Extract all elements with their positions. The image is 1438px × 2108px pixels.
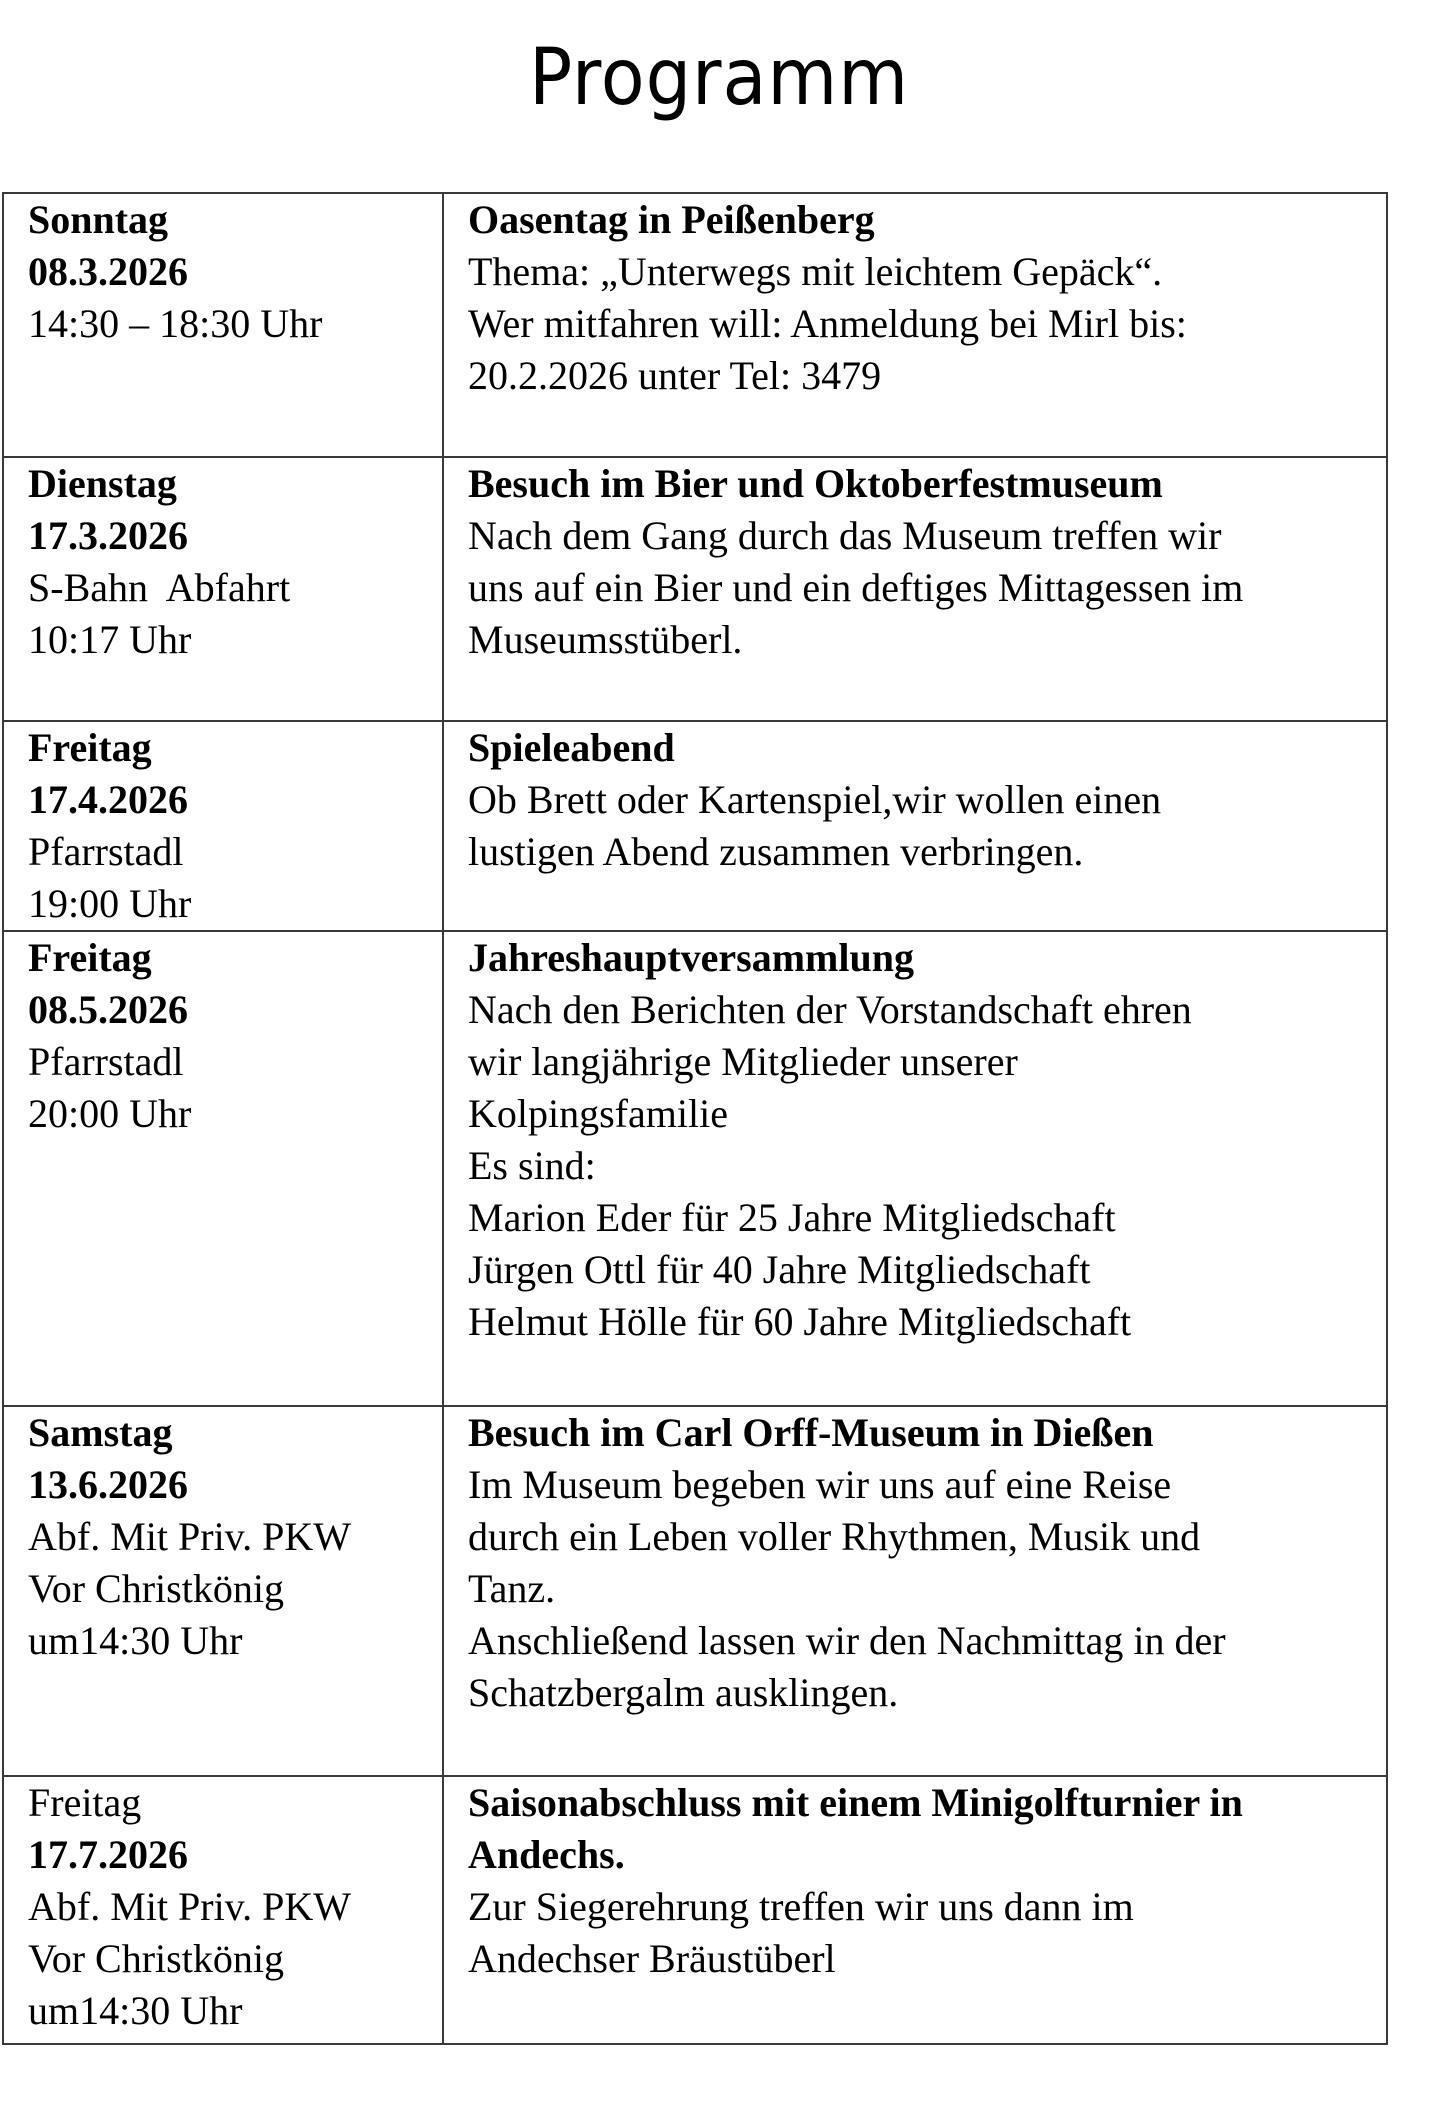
program-table	[2, 192, 1388, 2045]
event-date: 17.4.2026	[28, 777, 188, 822]
event-text: wir langjährige Mitglieder unserer	[468, 1039, 1018, 1084]
event-text: Andechser Bräustüberl	[468, 1936, 836, 1981]
event-heading: Oasentag in Peißenberg	[468, 197, 875, 242]
event-text: Helmut Hölle für 60 Jahre Mitgliedschaft	[468, 1299, 1132, 1344]
event-heading: Spieleabend	[468, 725, 675, 770]
event-text: Thema: „Unterwegs mit leichtem Gepäck“.	[468, 249, 1163, 294]
event-detail: um14:30 Uhr	[28, 1618, 243, 1663]
event-text: Jürgen Ottl für 40 Jahre Mitgliedschaft	[468, 1247, 1091, 1292]
event-text: Nach den Berichten der Vorstandschaft ehren	[468, 987, 1192, 1032]
event-text: Zur Siegerehrung treffen wir uns dann im	[468, 1884, 1134, 1929]
event-date: 08.3.2026	[28, 249, 188, 294]
event-text: Wer mitfahren will: Anmeldung bei Mirl bis:	[468, 301, 1187, 346]
description-cell	[443, 1776, 1387, 2044]
event-date: 17.3.2026	[28, 513, 188, 558]
date-cell	[3, 721, 443, 931]
event-text: Tanz.	[468, 1566, 556, 1611]
event-date: 13.6.2026	[28, 1462, 188, 1507]
date-cell	[3, 193, 443, 457]
description-cell	[443, 721, 1387, 931]
description-cell	[443, 931, 1387, 1406]
description-cell	[443, 457, 1387, 721]
event-heading: Besuch im Carl Orff-Museum in Dießen	[468, 1410, 1154, 1455]
event-text: Marion Eder für 25 Jahre Mitgliedschaft	[468, 1195, 1116, 1240]
table-row	[3, 721, 1387, 931]
event-text: Es sind:	[468, 1143, 596, 1188]
page-title: Programm	[528, 33, 910, 123]
event-detail: um14:30 Uhr	[28, 1988, 243, 2033]
event-text: Kolpingsfamilie	[468, 1091, 728, 1136]
table-row	[3, 1406, 1387, 1776]
table-row	[3, 931, 1387, 1406]
event-detail: Abf. Mit Priv. PKW	[28, 1514, 351, 1559]
table-row	[3, 193, 1387, 457]
event-day: Sonntag	[28, 197, 169, 242]
date-cell	[3, 1406, 443, 1776]
event-heading: Besuch im Bier und Oktoberfestmuseum	[468, 461, 1163, 506]
event-detail: Abf. Mit Priv. PKW	[28, 1884, 351, 1929]
event-detail: 10:17 Uhr	[28, 617, 192, 662]
event-heading: Andechs.	[468, 1832, 625, 1877]
description-cell	[443, 1406, 1387, 1776]
event-heading: Jahreshauptversammlung	[468, 935, 914, 980]
event-detail: 14:30 – 18:30 Uhr	[28, 301, 323, 346]
event-day: Dienstag	[28, 461, 177, 506]
event-text: Anschließend lassen wir den Nachmittag in der	[468, 1618, 1226, 1663]
event-date: 17.7.2026	[28, 1832, 188, 1877]
table-row	[3, 457, 1387, 721]
event-text: 20.2.2026 unter Tel: 3479	[468, 353, 882, 398]
event-detail: Vor Christkönig	[28, 1566, 284, 1611]
event-text: durch ein Leben voller Rhythmen, Musik und	[468, 1514, 1201, 1559]
table-row	[3, 1776, 1387, 2044]
description-cell	[443, 193, 1387, 457]
date-cell	[3, 931, 443, 1406]
date-cell	[3, 457, 443, 721]
event-text: Schatzbergalm ausklingen.	[468, 1670, 899, 1715]
event-detail: 19:00 Uhr	[28, 881, 192, 926]
event-text: Nach dem Gang durch das Museum treffen wir	[468, 513, 1222, 558]
event-text: uns auf ein Bier und ein deftiges Mittagessen im	[468, 565, 1244, 610]
event-date: 08.5.2026	[28, 987, 188, 1032]
event-text: Museumsstüberl.	[468, 617, 743, 662]
event-day: Freitag	[28, 1780, 142, 1825]
event-detail: Vor Christkönig	[28, 1936, 284, 1981]
event-detail: Pfarrstadl	[28, 829, 184, 874]
event-day: Freitag	[28, 725, 152, 770]
event-detail: S-Bahn Abfahrt	[28, 565, 291, 610]
event-detail: 20:00 Uhr	[28, 1091, 192, 1136]
event-text: Ob Brett oder Kartenspiel,wir wollen einen	[468, 777, 1162, 822]
event-heading: Saisonabschluss mit einem Minigolfturnier in	[468, 1780, 1243, 1825]
event-day: Freitag	[28, 935, 152, 980]
date-cell	[3, 1776, 443, 2044]
event-text: Im Museum begeben wir uns auf eine Reise	[468, 1462, 1172, 1507]
event-day: Samstag	[28, 1410, 173, 1455]
event-text: lustigen Abend zusammen verbringen.	[468, 829, 1084, 874]
event-detail: Pfarrstadl	[28, 1039, 184, 1084]
